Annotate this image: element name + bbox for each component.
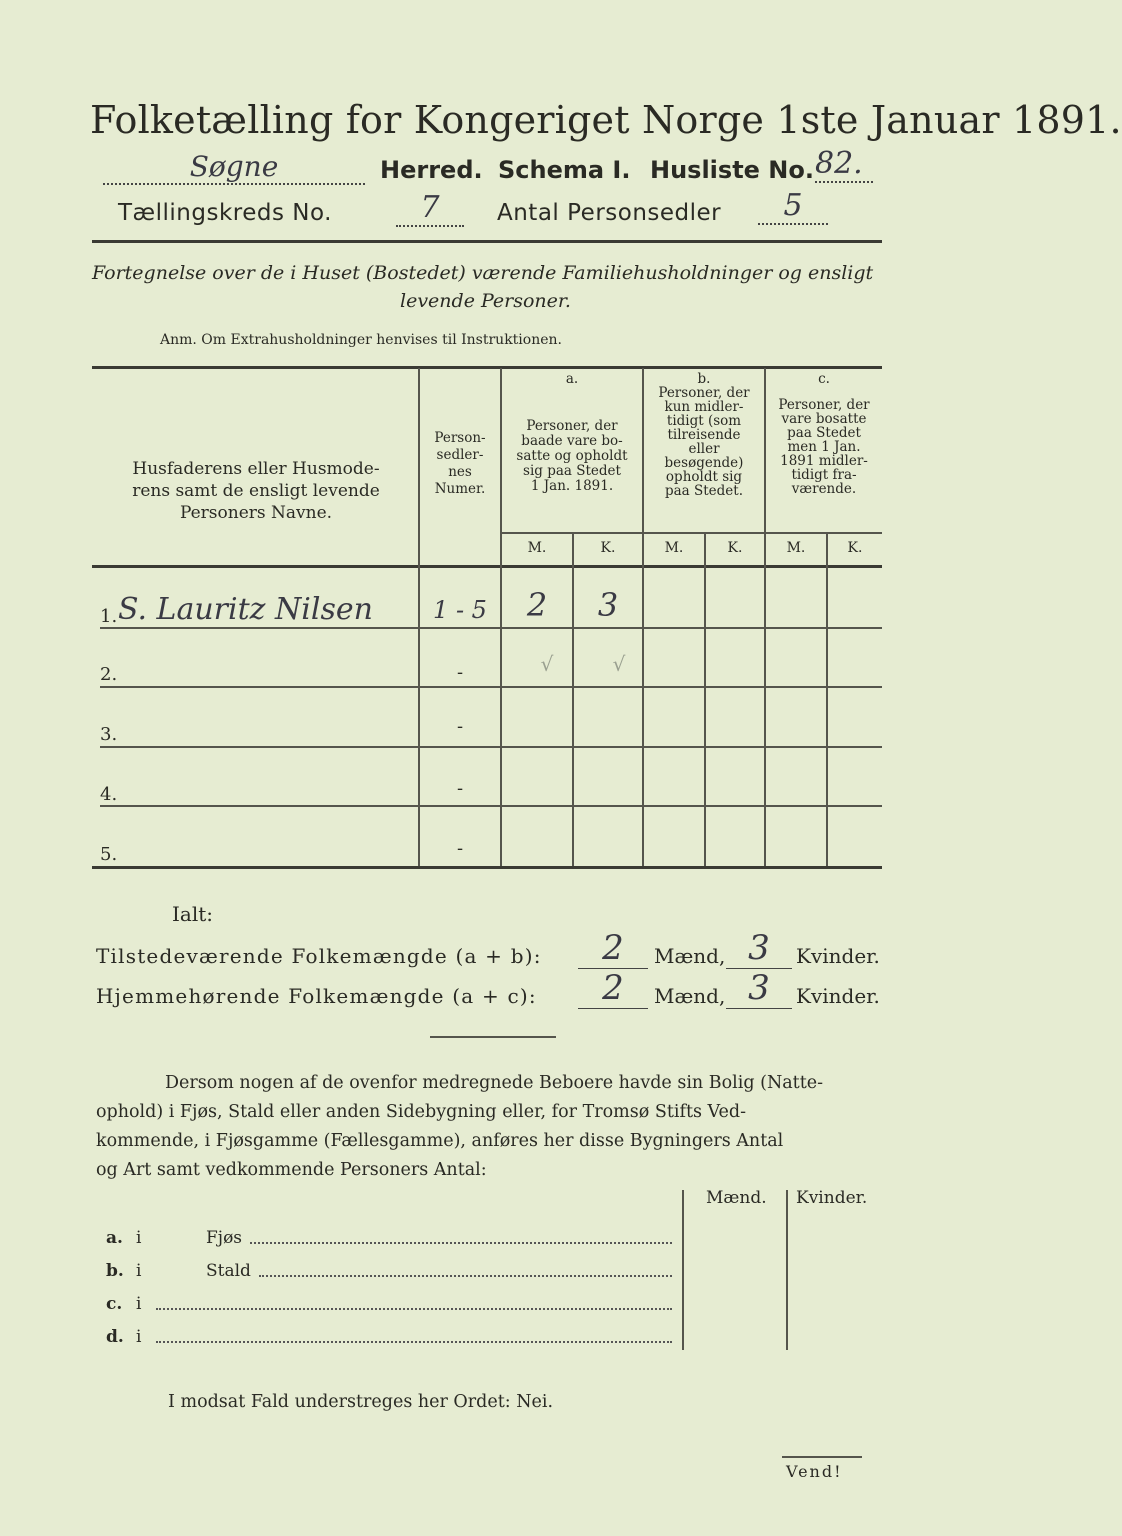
- row-4-line: [100, 805, 882, 807]
- vend-label: Vend!: [786, 1462, 843, 1481]
- row-2-a-k: √: [612, 652, 626, 676]
- footer-note: I modsat Fald understreges her Ordet: Nei.: [168, 1392, 554, 1412]
- row-2-no: 2.: [100, 664, 118, 685]
- c-k-label: K.: [847, 540, 863, 556]
- b-k-label: K.: [727, 540, 743, 556]
- a-m-label: M.: [527, 540, 547, 556]
- row-5-no: 5.: [100, 844, 118, 865]
- kreds-label: Tællingskreds No.: [118, 200, 332, 226]
- buildings-item-a: a. i Fjøs: [106, 1228, 672, 1248]
- row-1-name: S. Lauritz Nilsen: [118, 592, 373, 627]
- anm-note: Anm. Om Extrahusholdninger henvises til Instruktionen.: [160, 332, 562, 348]
- row-3-num: -: [456, 716, 464, 737]
- husliste-label: Husliste No.: [650, 156, 814, 184]
- buildings-item-b: b. i Stald: [106, 1261, 672, 1281]
- totals-line-1-kvinder: Kvinder.: [796, 944, 880, 968]
- buildings-para-1: Dersom nogen af de ovenfor medregnede Beboere havde sin Bolig (Natte-: [165, 1073, 824, 1093]
- col-name-header: Husfaderens eller Husmode- rens samt de ensligt levende Personers Navne.: [132, 459, 380, 523]
- buildings-col-kvinder: Kvinder.: [796, 1188, 868, 1208]
- intro-line-1: Fortegnelse over de i Huset (Bostedet) værende Familiehusholdninger og ensligt: [92, 262, 874, 284]
- col-c-header: c. Personer, der vare bosatte paa Stedet men 1 Jan. 1891 midler- tidigt fra- værende.: [778, 371, 870, 497]
- buildings-item-c: c. i: [106, 1294, 672, 1314]
- buildings-para-4: og Art samt vedkommende Personers Antal:: [96, 1160, 487, 1180]
- buildings-divider-2: [786, 1190, 788, 1350]
- ialt-label: Ialt:: [172, 902, 213, 926]
- totals-line-2-m: 2: [578, 968, 648, 1009]
- buildings-divider-1: [682, 1190, 684, 1350]
- row-1-a-m: 2: [526, 586, 548, 624]
- row-1-a-k: 3: [597, 586, 619, 624]
- row-2-a-m: √: [540, 652, 554, 676]
- row-4-num: -: [456, 778, 464, 799]
- herred-label: Herred.: [380, 156, 483, 184]
- row-1-line: [100, 627, 882, 629]
- table-bottom-rule: [92, 866, 882, 869]
- row-2-line: [100, 686, 882, 688]
- row-3-line: [100, 746, 882, 748]
- row-2-num: -: [456, 662, 464, 683]
- buildings-para-3: kommende, i Fjøsgamme (Fællesgamme), anføres her disse Bygningers Antal: [96, 1131, 784, 1151]
- vend-line: [782, 1456, 862, 1458]
- col-divider-a-mk: [572, 532, 574, 866]
- b-m-label: M.: [664, 540, 684, 556]
- row-4-no: 4.: [100, 784, 118, 805]
- col-num-header: Person- sedler- nes Numer.: [434, 430, 486, 497]
- row-1-num: 1 - 5: [433, 596, 487, 624]
- col-a-header: a. Personer, der baade vare bo- satte og opholdt sig paa Stedet 1 Jan. 1891.: [516, 371, 628, 494]
- schema-label: Schema I.: [498, 156, 631, 184]
- c-m-label: M.: [786, 540, 806, 556]
- row-3-no: 3.: [100, 724, 118, 745]
- antal-value: 5: [758, 188, 828, 225]
- herred-value: Søgne: [103, 150, 365, 185]
- col-divider-b-mk: [704, 532, 706, 866]
- kreds-value: 7: [396, 190, 464, 227]
- col-divider-c-mk: [826, 532, 828, 866]
- mk-row-top: [502, 532, 882, 534]
- row-1-no: 1.: [100, 606, 118, 627]
- totals-line-2-label: Hjemmehørende Folkemængde (a + c):: [96, 984, 537, 1008]
- header-rule: [92, 240, 882, 243]
- totals-line-2-k: 3: [726, 968, 792, 1009]
- buildings-item-d: d. i: [106, 1327, 672, 1347]
- totals-line-1-m: 2: [578, 928, 648, 969]
- husliste-value: 82.: [815, 146, 873, 183]
- totals-line-1-maend: Mænd,: [654, 944, 726, 968]
- col-b-header: b. Personer, der kun midler- tidigt (som tilreisende eller besøgende) opholdt sig paa Stedet.: [658, 371, 750, 499]
- buildings-col-maend: Mænd.: [706, 1188, 767, 1208]
- buildings-para-2: ophold) i Fjøs, Stald eller anden Sidebygning eller, for Tromsø Stifts Ved-: [96, 1102, 747, 1122]
- totals-line-2-kvinder: Kvinder.: [796, 984, 880, 1008]
- intro-line-2: levende Personer.: [400, 290, 571, 312]
- section-divider: [430, 1036, 556, 1038]
- row-5-num: -: [456, 838, 464, 859]
- form-title: Folketælling for Kongeriget Norge 1ste Januar 1891.: [90, 98, 1122, 142]
- antal-label: Antal Personsedler: [497, 200, 722, 226]
- a-k-label: K.: [600, 540, 616, 556]
- totals-line-2-maend: Mænd,: [654, 984, 726, 1008]
- totals-line-1-k: 3: [726, 928, 792, 969]
- totals-line-1-label: Tilstedeværende Folkemængde (a + b):: [96, 944, 542, 968]
